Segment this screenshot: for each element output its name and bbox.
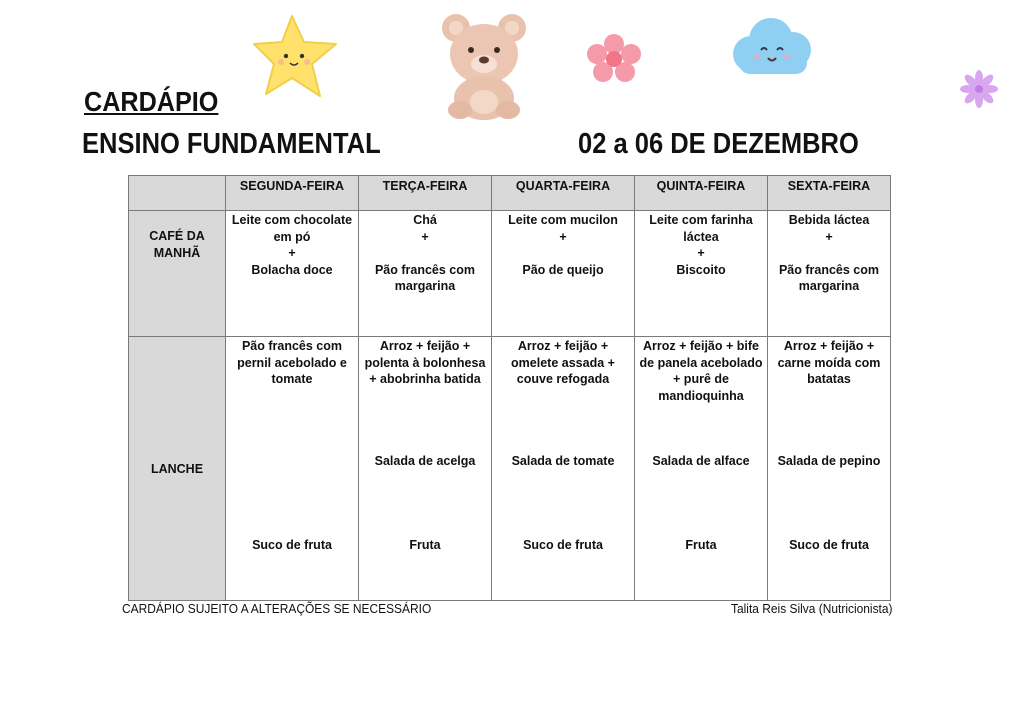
lanche-cell-monday <box>226 337 359 601</box>
cafe-text: Chá <box>413 213 437 227</box>
day-header-tuesday: TERÇA-FEIRA <box>359 176 492 211</box>
small-flower-icon <box>960 70 998 108</box>
lanche-salad: Salada de pepino <box>777 454 881 468</box>
lanche-cell-friday <box>768 337 891 601</box>
cafe-cell-tuesday <box>359 211 492 337</box>
cafe-text: Bolacha doce <box>251 262 333 277</box>
lanche-salad: Salada de acelga <box>374 454 476 468</box>
lanche-drink: Suco de fruta <box>789 538 869 552</box>
row-label-lanche: LANCHE <box>129 337 226 601</box>
star-icon <box>252 12 342 102</box>
lanche-text: Arroz + feijão + bife <box>642 339 759 353</box>
cafe-cell-friday <box>768 211 891 337</box>
cloud-icon <box>725 12 821 84</box>
lanche-text: Arroz + feijão + <box>517 339 609 353</box>
cafe-text: láctea <box>683 229 719 244</box>
lanche-text: polenta à bolonhesa <box>364 355 486 370</box>
lanche-drink: Suco de fruta <box>252 538 332 552</box>
lanche-text: Arroz + feijão + <box>783 339 875 353</box>
table-row-cafe <box>129 211 891 337</box>
cafe-text <box>362 245 488 262</box>
cafe-text: + <box>421 229 429 244</box>
cafe-text: Leite com farinha <box>649 213 753 227</box>
row-label-cafe <box>129 211 226 337</box>
cafe-text: Leite com mucilon <box>508 213 618 227</box>
lanche-text: Pão francês com <box>241 339 343 353</box>
footer-note: CARDÁPIO SUJEITO A ALTERAÇÕES SE NECESSÁRIO <box>122 601 432 616</box>
cafe-text: Leite com chocolate <box>231 213 353 227</box>
lanche-drink: Fruta <box>685 538 717 552</box>
menu-table <box>128 175 891 601</box>
lanche-text: pernil acebolado e <box>237 355 347 370</box>
cafe-cell-thursday <box>635 211 768 337</box>
cafe-text: + <box>825 229 833 244</box>
table-row-lanche <box>129 337 891 601</box>
cafe-text: + <box>697 246 705 260</box>
lanche-drink: Fruta <box>409 538 441 552</box>
lanche-cell-tuesday <box>359 337 492 601</box>
teddy-bear-icon <box>436 10 532 122</box>
cafe-cell-wednesday <box>492 211 635 337</box>
lanche-cell-wednesday <box>492 337 635 601</box>
lanche-text: tomate <box>271 372 313 386</box>
cafe-text <box>771 245 887 262</box>
footer-author: Talita Reis Silva (Nutricionista) <box>731 601 893 616</box>
lanche-text: couve refogada <box>516 372 610 386</box>
cafe-text: em pó <box>273 229 311 244</box>
lanche-salad: Salada de alface <box>652 454 750 468</box>
cafe-text: Pão de queijo <box>522 262 604 277</box>
page-subtitle: ENSINO FUNDAMENTAL <box>82 128 381 160</box>
page-title: CARDÁPIO <box>84 86 219 117</box>
cafe-text: Biscoito <box>676 262 726 277</box>
table-corner-cell <box>129 176 226 211</box>
lanche-text: omelete assada + <box>511 355 615 370</box>
day-header-wednesday: QUARTA-FEIRA <box>492 176 635 211</box>
lanche-drink: Suco de fruta <box>523 538 603 552</box>
cafe-text: + <box>288 246 296 260</box>
lanche-salad: Salada de tomate <box>511 454 615 468</box>
cafe-text: Bebida láctea <box>788 213 870 227</box>
table-header-row <box>129 176 891 211</box>
flower-icon <box>585 33 643 83</box>
day-header-friday: SEXTA-FEIRA <box>768 176 891 211</box>
row-label-cafe-line1: CAFÉ DA <box>149 229 205 243</box>
cafe-text: margarina <box>798 279 860 293</box>
day-header-thursday: QUINTA-FEIRA <box>635 176 768 211</box>
cafe-cell-monday <box>226 211 359 337</box>
cafe-text: + <box>559 229 567 244</box>
lanche-text: de panela acebolado <box>639 355 763 370</box>
row-label-cafe-line2: MANHÃ <box>153 245 201 260</box>
day-header-monday: SEGUNDA-FEIRA <box>226 176 359 211</box>
cafe-text: Pão francês com <box>778 262 880 277</box>
cafe-text: Pão francês com <box>374 262 476 277</box>
cafe-text: margarina <box>394 279 456 293</box>
lanche-text: + abobrinha batida <box>369 372 481 386</box>
lanche-text: batatas <box>807 372 851 386</box>
date-range: 02 a 06 DE DEZEMBRO <box>578 128 859 160</box>
lanche-text: Arroz + feijão + <box>379 339 471 353</box>
lanche-cell-thursday <box>635 337 768 601</box>
lanche-text: carne moída com <box>777 355 881 370</box>
lanche-text: + purê de <box>673 372 729 386</box>
cafe-text <box>495 245 631 262</box>
lanche-text: mandioquinha <box>658 388 744 403</box>
